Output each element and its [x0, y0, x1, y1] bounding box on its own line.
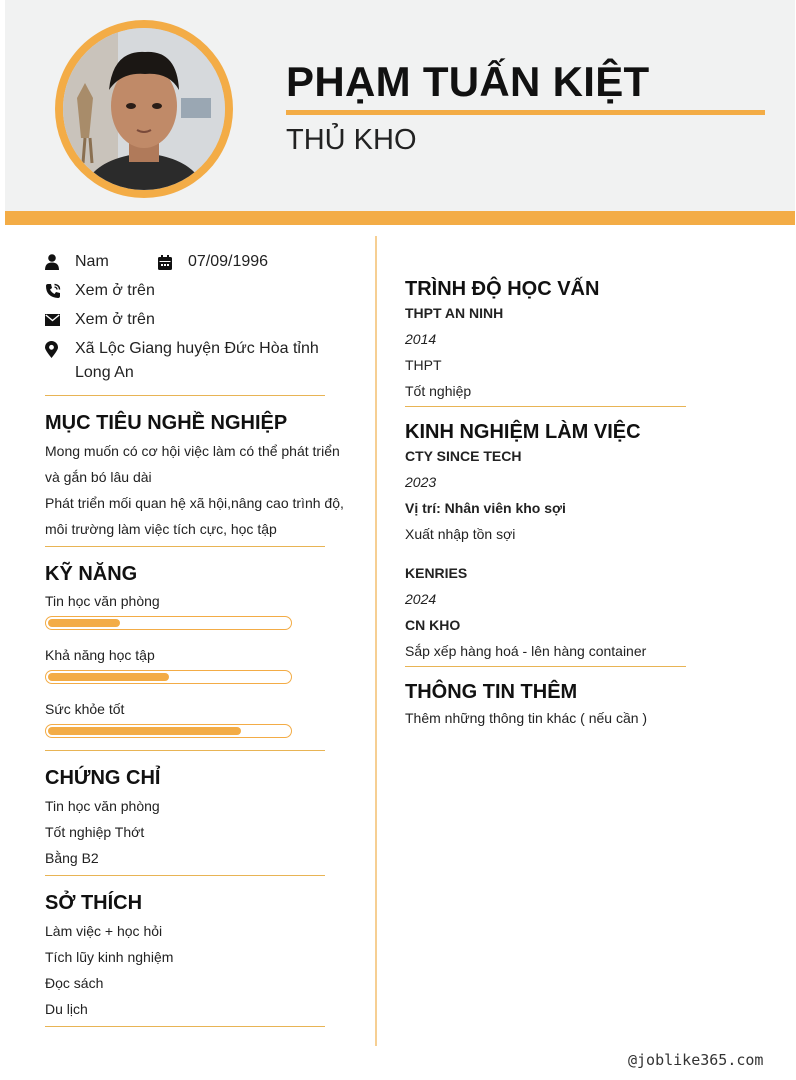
section-title: MỤC TIÊU NGHỀ NGHIỆP — [45, 412, 288, 434]
education-result: Tốt nghiệp — [405, 383, 472, 399]
objective-line: Phát triển mối quan hệ xã hội,nâng cao trình độ, môi trường làm việc tích cực, học tập — [45, 495, 344, 537]
address-row — [45, 337, 355, 385]
list-item: Làm việc + học hỏi — [45, 923, 163, 939]
phone-icon — [45, 279, 75, 303]
education-section — [405, 276, 686, 406]
skill-bar-fill — [48, 673, 169, 681]
section-title: KINH NGHIỆM LÀM VIỆC — [405, 421, 641, 443]
candidate-name: PHẠM TUẤN KIỆT — [286, 58, 650, 105]
phone-text: Xem ở trên — [75, 282, 155, 299]
skill-label: Sức khỏe tốt — [45, 701, 125, 717]
experience-entry — [405, 443, 686, 547]
skill-bar — [45, 616, 292, 630]
email-icon — [45, 308, 75, 332]
company-name: CTY SINCE TECH — [405, 448, 522, 464]
gender-text: Nam — [75, 253, 109, 270]
education-year: 2014 — [405, 331, 437, 347]
skill-bar — [45, 724, 292, 738]
skill-bar-fill — [48, 619, 120, 627]
list-item: Bằng B2 — [45, 850, 99, 866]
avatar — [55, 20, 233, 198]
section-title: KỸ NĂNG — [45, 563, 138, 585]
education-level: THPT — [405, 357, 442, 373]
job-title: THỦ KHO — [286, 124, 417, 156]
section-title: TRÌNH ĐỘ HỌC VẤN — [405, 278, 600, 300]
email-row — [45, 308, 355, 332]
skill-bar — [45, 670, 292, 684]
section-title: THÔNG TIN THÊM — [405, 681, 578, 703]
job-description: Xuất nhập tồn sợi — [405, 526, 516, 542]
left-column — [45, 250, 355, 1027]
avatar-photo — [63, 28, 225, 190]
list-item: Đọc sách — [45, 975, 104, 991]
skills-section — [45, 547, 355, 738]
section-divider — [45, 1026, 325, 1027]
hobbies-section — [45, 876, 355, 1026]
address-text: Xã Lộc Giang huyện Đức Hòa tỉnh Long An — [75, 340, 319, 381]
user-icon — [45, 250, 75, 274]
skill-label: Tin học văn phòng — [45, 593, 160, 609]
skill-bar-fill — [48, 727, 241, 735]
location-icon — [45, 337, 75, 361]
section-title: CHỨNG CHỈ — [45, 767, 161, 789]
right-column — [405, 276, 686, 731]
experience-entry — [405, 560, 686, 664]
watermark: @joblike365.com — [628, 1051, 764, 1069]
calendar-icon — [158, 250, 188, 274]
school-name: THPT AN NINH — [405, 305, 504, 321]
header-accent-bar — [5, 211, 795, 225]
objective-line: Mong muốn có cơ hội việc làm có thể phát triển và gắn bó lâu dài — [45, 443, 340, 485]
phone-row — [45, 279, 355, 303]
additional-info-section — [405, 667, 686, 731]
list-item: Tin học văn phòng — [45, 798, 160, 814]
certificates-section — [45, 751, 355, 875]
name-underline — [286, 110, 765, 115]
list-item: Tích lũy kinh nghiệm — [45, 949, 174, 965]
job-position: Vị trí: Nhân viên kho sợi — [405, 500, 566, 516]
job-description: Sắp xếp hàng hoá - lên hàng container — [405, 643, 647, 659]
email-text: Xem ở trên — [75, 311, 155, 328]
company-name: KENRIES — [405, 565, 468, 581]
job-position: CN KHO — [405, 617, 461, 633]
skill-label: Khả năng học tập — [45, 647, 155, 663]
experience-section — [405, 407, 686, 666]
birthdate-text: 07/09/1996 — [188, 253, 269, 270]
objective-section — [45, 396, 355, 546]
column-divider — [375, 236, 377, 1046]
gender-birthdate-row — [45, 250, 355, 274]
list-item: Tốt nghiệp Thớt — [45, 824, 145, 840]
list-item: Du lịch — [45, 1001, 88, 1017]
additional-info-text: Thêm những thông tin khác ( nếu cần ) — [405, 710, 648, 726]
job-year: 2024 — [405, 591, 437, 607]
section-title: SỞ THÍCH — [45, 892, 143, 914]
job-year: 2023 — [405, 474, 437, 490]
